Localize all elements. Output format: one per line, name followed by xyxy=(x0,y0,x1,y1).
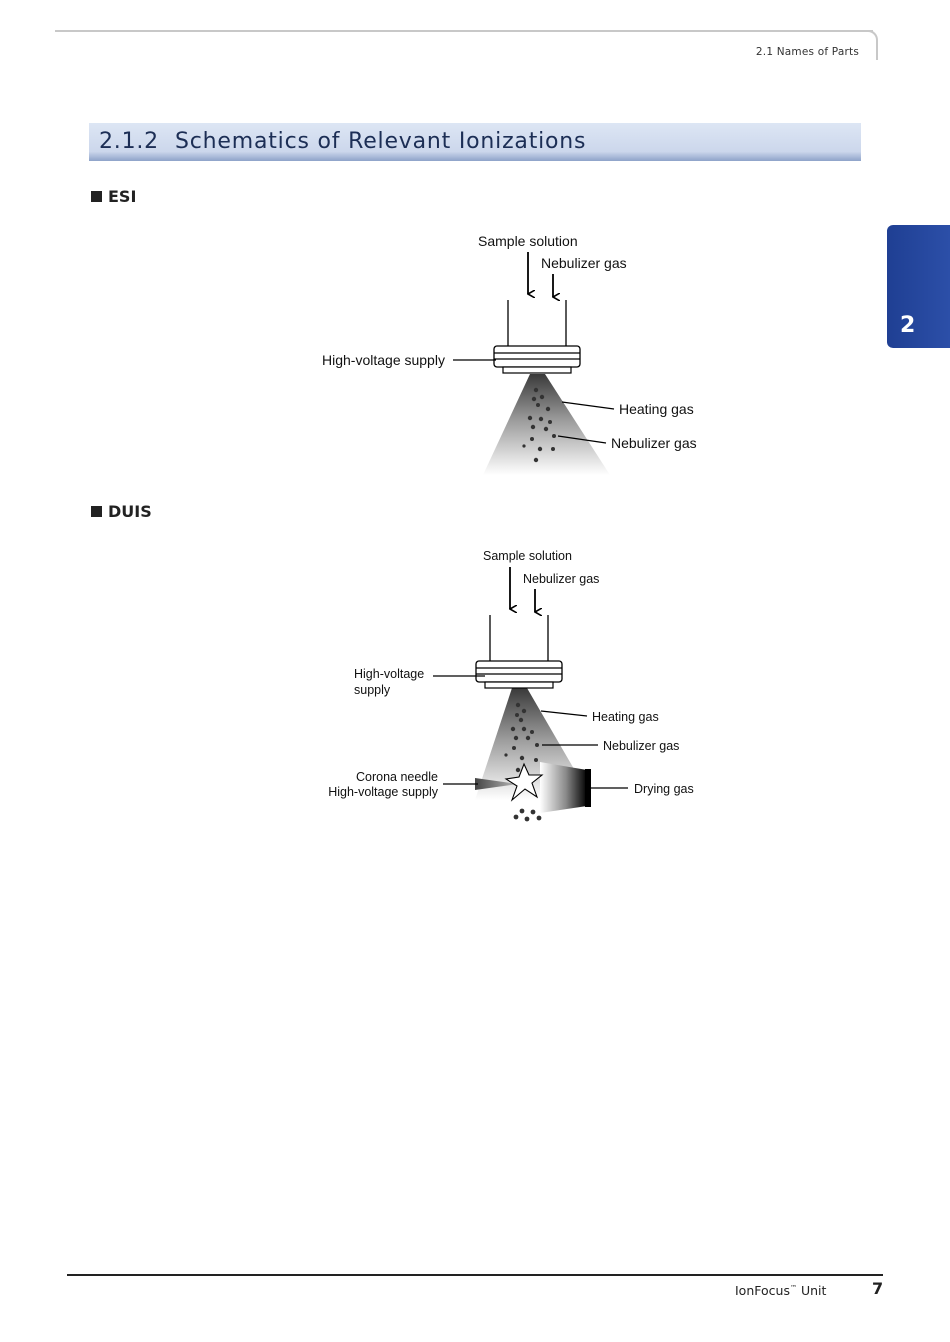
duis-heading-text: DUIS xyxy=(108,502,152,521)
chapter-tab-number: 2 xyxy=(900,313,916,338)
duis-label-nebulizer-gas-side: Nebulizer gas xyxy=(603,739,680,753)
page-number: 7 xyxy=(872,1279,884,1298)
section-number: 2.1.2 xyxy=(99,129,159,154)
duis-label-corona-line2: High-voltage supply xyxy=(328,785,438,799)
esi-label-high-voltage-supply: High-voltage supply xyxy=(322,352,445,368)
esi-diagram xyxy=(322,233,697,475)
duis-heating-leader xyxy=(541,711,587,716)
footer-product-name xyxy=(735,1283,826,1298)
duis-drying-gas-stream xyxy=(540,762,587,813)
section-title-text: Schematics of Relevant Ionizations xyxy=(174,129,587,154)
duis-label-drying-gas: Drying gas xyxy=(634,782,694,796)
esi-heading-text: ESI xyxy=(108,187,137,206)
duis-drying-gas-nozzle xyxy=(585,769,591,807)
esi-label-heating-gas: Heating gas xyxy=(619,401,694,417)
duis-probe-tip xyxy=(485,682,553,688)
footer-product-suffix: Unit xyxy=(796,1283,827,1298)
duis-label-sample-solution: Sample solution xyxy=(483,549,572,563)
footer-rule xyxy=(67,1274,883,1276)
running-header: 2.1 Names of Parts xyxy=(755,46,859,58)
duis-label-corona-line1: Corona needle xyxy=(355,770,438,784)
esi-label-nebulizer-gas-side: Nebulizer gas xyxy=(611,435,697,451)
duis-diagram xyxy=(328,549,694,821)
esi-probe-tip xyxy=(503,367,571,373)
duis-probe-flange xyxy=(476,661,562,682)
esi-heating-leader xyxy=(562,402,614,409)
duis-label-nebulizer-gas-top: Nebulizer gas xyxy=(523,572,600,586)
duis-label-heating-gas: Heating gas xyxy=(592,710,659,724)
duis-label-high-voltage-line1: High-voltage xyxy=(354,667,425,681)
esi-probe-flange xyxy=(494,346,580,367)
duis-label-high-voltage-line2: supply xyxy=(354,683,391,697)
esi-spray-plume xyxy=(483,374,610,475)
footer-product-text: IonFocus xyxy=(735,1283,790,1298)
trademark-symbol: ™ xyxy=(789,1283,797,1292)
esi-label-sample-solution: Sample solution xyxy=(478,233,578,249)
esi-label-nebulizer-gas-top: Nebulizer gas xyxy=(541,255,627,271)
